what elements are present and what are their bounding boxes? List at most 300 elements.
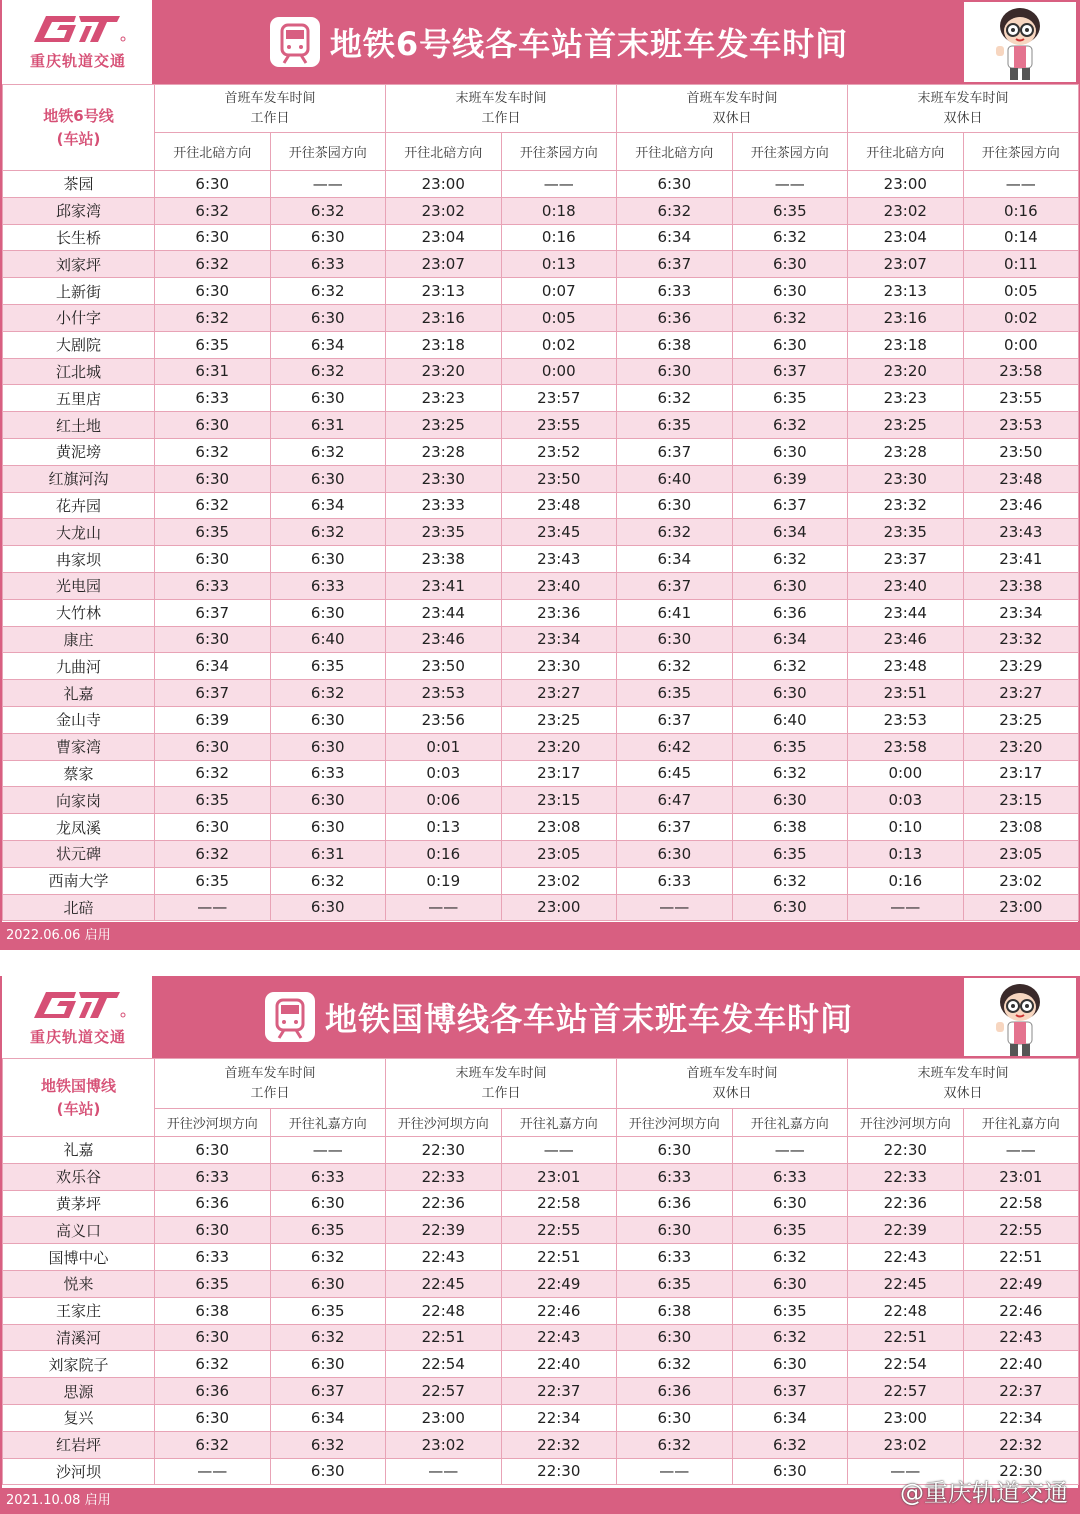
direction-header: 开往北碚方向 xyxy=(617,133,733,171)
departure-time: 23:48 xyxy=(848,653,964,680)
departure-time: 0:13 xyxy=(501,251,617,278)
table-row xyxy=(3,438,1079,465)
departure-time: 6:34 xyxy=(270,331,386,358)
station-head-line: 地铁6号线 (车站) xyxy=(43,106,114,148)
departure-time: 6:35 xyxy=(617,1270,733,1297)
page-title: 地铁国博线各车站首末班车发车时间 xyxy=(324,1000,853,1038)
station-name: 黄茅坪 xyxy=(3,1190,155,1217)
group-header xyxy=(848,85,1079,133)
departure-time: 6:32 xyxy=(270,358,386,385)
departure-time: 23:36 xyxy=(501,599,617,626)
departure-time: 22:43 xyxy=(386,1244,502,1271)
table-row xyxy=(3,599,1079,626)
departure-time: 23:35 xyxy=(386,519,502,546)
departure-time: 6:35 xyxy=(155,519,271,546)
departure-time: 6:32 xyxy=(732,760,848,787)
station-name: 上新街 xyxy=(3,278,155,305)
departure-time: 22:58 xyxy=(963,1190,1079,1217)
departure-time: —— xyxy=(963,171,1079,198)
departure-time: 23:45 xyxy=(501,519,617,546)
departure-time: 6:41 xyxy=(617,599,733,626)
departure-time: 6:39 xyxy=(732,465,848,492)
departure-time: 23:02 xyxy=(963,867,1079,894)
departure-time: 23:27 xyxy=(963,680,1079,707)
train-icon xyxy=(263,990,317,1044)
table-row xyxy=(3,251,1079,278)
page-title: 地铁6号线各车站首末班车发车时间 xyxy=(329,25,849,63)
departure-time: 6:32 xyxy=(155,760,271,787)
group-sub: 工作日 xyxy=(481,1085,521,1101)
departure-time: 23:46 xyxy=(963,492,1079,519)
departure-time: 23:55 xyxy=(501,412,617,439)
group-title: 末班车发车时间 xyxy=(455,1065,547,1081)
departure-time: 0:00 xyxy=(963,331,1079,358)
departure-time: 6:31 xyxy=(270,840,386,867)
departure-time: 23:08 xyxy=(963,814,1079,841)
departure-time: 22:37 xyxy=(963,1378,1079,1405)
station-name: 礼嘉 xyxy=(3,680,155,707)
departure-time: 6:32 xyxy=(617,1431,733,1458)
departure-time: 6:40 xyxy=(270,626,386,653)
station-name: 九曲河 xyxy=(3,653,155,680)
mascot xyxy=(964,978,1076,1056)
departure-time: 22:45 xyxy=(386,1270,502,1297)
departure-time: 6:33 xyxy=(617,1163,733,1190)
departure-time: 23:46 xyxy=(386,626,502,653)
table-row xyxy=(3,224,1079,251)
departure-time: 23:00 xyxy=(963,894,1079,921)
departure-time: 22:58 xyxy=(501,1190,617,1217)
departure-time: 6:30 xyxy=(155,733,271,760)
departure-time: 22:55 xyxy=(963,1217,1079,1244)
departure-time: 6:32 xyxy=(732,653,848,680)
departure-time: 23:25 xyxy=(848,412,964,439)
departure-time: 6:35 xyxy=(155,787,271,814)
departure-time: 6:37 xyxy=(732,358,848,385)
table-row xyxy=(3,304,1079,331)
departure-time: 23:00 xyxy=(848,1404,964,1431)
departure-time: 23:25 xyxy=(963,706,1079,733)
departure-time: 6:33 xyxy=(617,278,733,305)
departure-time: 22:33 xyxy=(848,1163,964,1190)
departure-time: 22:30 xyxy=(386,1137,502,1164)
departure-time: 6:32 xyxy=(732,304,848,331)
departure-time: 6:35 xyxy=(617,680,733,707)
table-row xyxy=(3,840,1079,867)
departure-time: 6:30 xyxy=(155,278,271,305)
logo-text: 重庆轨道交通 xyxy=(29,52,126,70)
departure-time: 0:05 xyxy=(501,304,617,331)
departure-time: 22:39 xyxy=(386,1217,502,1244)
direction-header: 开往北碚方向 xyxy=(155,133,271,171)
departure-time: 6:35 xyxy=(732,197,848,224)
departure-time: 0:00 xyxy=(501,358,617,385)
departure-time: 6:35 xyxy=(270,653,386,680)
group-sub: 双休日 xyxy=(943,110,983,126)
table-row xyxy=(3,519,1079,546)
departure-time: 6:32 xyxy=(270,867,386,894)
departure-time: 0:16 xyxy=(963,197,1079,224)
mascot xyxy=(964,2,1076,82)
departure-time: 23:57 xyxy=(501,385,617,412)
station-name: 西南大学 xyxy=(3,867,155,894)
departure-time: 6:38 xyxy=(617,1297,733,1324)
departure-time: 6:32 xyxy=(732,1324,848,1351)
departure-time: 0:00 xyxy=(848,760,964,787)
group-title: 首班车发车时间 xyxy=(224,1065,316,1081)
departure-time: 6:32 xyxy=(732,867,848,894)
group-sub: 双休日 xyxy=(943,1085,983,1101)
departure-time: 6:30 xyxy=(270,1351,386,1378)
direction-header: 开往茶园方向 xyxy=(501,133,617,171)
direction-header: 开往礼嘉方向 xyxy=(501,1109,617,1137)
table-row xyxy=(3,358,1079,385)
departure-time: 6:35 xyxy=(732,1217,848,1244)
departure-time: 0:16 xyxy=(848,867,964,894)
group-title: 末班车发车时间 xyxy=(455,90,547,106)
departure-time: 6:33 xyxy=(270,572,386,599)
departure-time: 23:43 xyxy=(501,546,617,573)
departure-time: 22:54 xyxy=(848,1351,964,1378)
departure-time: 6:30 xyxy=(732,1190,848,1217)
direction-header: 开往礼嘉方向 xyxy=(270,1109,386,1137)
departure-time: 22:51 xyxy=(386,1324,502,1351)
departure-time: 6:36 xyxy=(732,599,848,626)
departure-time: 0:05 xyxy=(963,278,1079,305)
logo xyxy=(2,976,154,1058)
departure-time: 6:30 xyxy=(732,251,848,278)
departure-time: 23:16 xyxy=(848,304,964,331)
table-row xyxy=(3,787,1079,814)
departure-time: 6:37 xyxy=(617,438,733,465)
departure-time: 6:32 xyxy=(617,385,733,412)
station-head-line: 地铁国博线 (车站) xyxy=(40,1076,116,1118)
departure-time: 6:34 xyxy=(270,492,386,519)
table-row xyxy=(3,706,1079,733)
departure-time: 6:37 xyxy=(732,492,848,519)
departure-time: 23:32 xyxy=(963,626,1079,653)
departure-time: 6:34 xyxy=(732,626,848,653)
departure-time: 6:33 xyxy=(732,1163,848,1190)
direction-header: 开往北碚方向 xyxy=(386,133,502,171)
departure-time: 6:32 xyxy=(732,1244,848,1271)
station-name: 红岩坪 xyxy=(3,1431,155,1458)
departure-time: 23:20 xyxy=(848,358,964,385)
table-row xyxy=(3,492,1079,519)
departure-time: 0:16 xyxy=(501,224,617,251)
departure-time: —— xyxy=(501,171,617,198)
departure-time: 23:07 xyxy=(848,251,964,278)
station-name: 曹家湾 xyxy=(3,733,155,760)
effective-date: 2022.06.06 启用 xyxy=(2,922,1078,950)
departure-time: 22:33 xyxy=(386,1163,502,1190)
departure-time: 22:57 xyxy=(848,1378,964,1405)
station-name: 向家岗 xyxy=(3,787,155,814)
departure-time: 23:50 xyxy=(501,465,617,492)
direction-header: 开往沙河坝方向 xyxy=(617,1109,733,1137)
table-row xyxy=(3,171,1079,198)
group-title: 末班车发车时间 xyxy=(917,90,1009,106)
departure-time: 6:30 xyxy=(155,1137,271,1164)
departure-time: 6:30 xyxy=(732,1351,848,1378)
station-name: 国博中心 xyxy=(3,1244,155,1271)
departure-time: 22:34 xyxy=(963,1404,1079,1431)
departure-time: 6:37 xyxy=(155,599,271,626)
table-row xyxy=(3,412,1079,439)
departure-time: 23:18 xyxy=(848,331,964,358)
station-name: 茶园 xyxy=(3,171,155,198)
departure-time: 6:37 xyxy=(617,572,733,599)
departure-time: 6:34 xyxy=(732,519,848,546)
departure-time: 6:32 xyxy=(732,412,848,439)
departure-time: 23:50 xyxy=(963,438,1079,465)
departure-time: 23:32 xyxy=(848,492,964,519)
departure-time: 6:33 xyxy=(270,251,386,278)
group-sub: 双休日 xyxy=(712,110,752,126)
departure-time: 6:47 xyxy=(617,787,733,814)
departure-time: 6:33 xyxy=(617,1244,733,1271)
departure-time: 6:30 xyxy=(732,438,848,465)
table-row xyxy=(3,1404,1079,1431)
station-name: 五里店 xyxy=(3,385,155,412)
departure-time: 6:30 xyxy=(270,1270,386,1297)
departure-time: —— xyxy=(386,1458,502,1485)
departure-time: 6:32 xyxy=(155,304,271,331)
departure-time: 23:20 xyxy=(963,733,1079,760)
departure-time: 23:16 xyxy=(386,304,502,331)
station-name: 小什字 xyxy=(3,304,155,331)
departure-time: —— xyxy=(270,1137,386,1164)
mascot-icon xyxy=(988,982,1052,1058)
departure-time: 23:23 xyxy=(386,385,502,412)
departure-time: 6:38 xyxy=(732,814,848,841)
table-row xyxy=(3,894,1079,921)
station-name: 红旗河沟 xyxy=(3,465,155,492)
table-row xyxy=(3,1270,1079,1297)
departure-time: 6:33 xyxy=(270,1163,386,1190)
departure-time: 22:32 xyxy=(963,1431,1079,1458)
departure-time: 22:39 xyxy=(848,1217,964,1244)
departure-time: 0:14 xyxy=(963,224,1079,251)
departure-time: —— xyxy=(155,894,271,921)
departure-time: 23:00 xyxy=(386,171,502,198)
departure-time: 6:30 xyxy=(617,1137,733,1164)
departure-time: 6:32 xyxy=(732,224,848,251)
direction-header: 开往沙河坝方向 xyxy=(155,1109,271,1137)
departure-time: 6:35 xyxy=(270,1217,386,1244)
station-name: 黄泥塝 xyxy=(3,438,155,465)
table-row xyxy=(3,1378,1079,1405)
departure-time: 6:30 xyxy=(155,224,271,251)
cqrt-logo-icon xyxy=(24,12,132,46)
table-row xyxy=(3,546,1079,573)
departure-time: 23:17 xyxy=(963,760,1079,787)
departure-time: 22:45 xyxy=(848,1270,964,1297)
station-name: 状元碑 xyxy=(3,840,155,867)
departure-time: 6:32 xyxy=(270,278,386,305)
departure-time: 23:34 xyxy=(963,599,1079,626)
departure-time: 6:30 xyxy=(270,465,386,492)
departure-time: 6:42 xyxy=(617,733,733,760)
direction-header: 开往沙河坝方向 xyxy=(848,1109,964,1137)
departure-time: 23:53 xyxy=(386,680,502,707)
departure-time: 6:30 xyxy=(155,1217,271,1244)
departure-time: —— xyxy=(386,894,502,921)
departure-time: 22:36 xyxy=(386,1190,502,1217)
station-name: 悦来 xyxy=(3,1270,155,1297)
departure-time: 6:32 xyxy=(270,680,386,707)
station-name: 邱家湾 xyxy=(3,197,155,224)
departure-time: 23:00 xyxy=(501,894,617,921)
departure-time: 6:32 xyxy=(617,519,733,546)
departure-time: 22:55 xyxy=(501,1217,617,1244)
departure-time: 6:30 xyxy=(617,1324,733,1351)
departure-time: 6:32 xyxy=(617,197,733,224)
departure-time: 22:57 xyxy=(386,1378,502,1405)
departure-time: 23:52 xyxy=(501,438,617,465)
departure-time: 6:30 xyxy=(732,1270,848,1297)
table-row xyxy=(3,1190,1079,1217)
station-column-header xyxy=(3,85,155,171)
departure-time: 6:30 xyxy=(270,894,386,921)
departure-time: 6:32 xyxy=(732,546,848,573)
departure-time: 0:01 xyxy=(386,733,502,760)
departure-time: 23:46 xyxy=(848,626,964,653)
departure-time: —— xyxy=(501,1137,617,1164)
station-column-header xyxy=(3,1059,155,1137)
departure-time: 6:32 xyxy=(155,492,271,519)
departure-time: 6:30 xyxy=(732,1458,848,1485)
table-row xyxy=(3,572,1079,599)
direction-header: 开往北碚方向 xyxy=(848,133,964,171)
departure-time: 23:02 xyxy=(386,197,502,224)
departure-time: 23:15 xyxy=(963,787,1079,814)
cqrt-logo-icon xyxy=(24,988,132,1022)
departure-time: 6:32 xyxy=(270,1324,386,1351)
direction-header: 开往礼嘉方向 xyxy=(963,1109,1079,1137)
departure-time: 6:30 xyxy=(270,385,386,412)
group-title: 末班车发车时间 xyxy=(917,1065,1009,1081)
departure-time: 23:01 xyxy=(963,1163,1079,1190)
departure-time: 6:37 xyxy=(617,706,733,733)
departure-time: —— xyxy=(155,1458,271,1485)
departure-time: 23:48 xyxy=(501,492,617,519)
table-row xyxy=(3,385,1079,412)
departure-time: 22:43 xyxy=(963,1324,1079,1351)
departure-time: 6:30 xyxy=(155,465,271,492)
departure-time: —— xyxy=(732,1137,848,1164)
departure-time: 6:30 xyxy=(270,814,386,841)
station-name: 花卉园 xyxy=(3,492,155,519)
departure-time: 6:30 xyxy=(155,814,271,841)
departure-time: 6:35 xyxy=(155,867,271,894)
departure-time: 6:30 xyxy=(617,1404,733,1431)
guobo-line-timetable xyxy=(0,976,1080,1514)
departure-time: 6:34 xyxy=(617,224,733,251)
table-row xyxy=(3,653,1079,680)
table-row xyxy=(3,1324,1079,1351)
departure-time: 23:38 xyxy=(386,546,502,573)
departure-time: 23:15 xyxy=(501,787,617,814)
departure-time: 6:30 xyxy=(732,680,848,707)
departure-time: 6:30 xyxy=(155,1404,271,1431)
departure-time: 23:41 xyxy=(963,546,1079,573)
departure-time: 23:02 xyxy=(386,1431,502,1458)
departure-time: 6:30 xyxy=(617,626,733,653)
departure-time: 6:30 xyxy=(270,787,386,814)
departure-time: 23:44 xyxy=(848,599,964,626)
group-sub: 工作日 xyxy=(481,110,521,126)
departure-time: 6:34 xyxy=(617,546,733,573)
departure-time: 22:51 xyxy=(963,1244,1079,1271)
departure-time: 6:33 xyxy=(155,385,271,412)
station-name: 康庄 xyxy=(3,626,155,653)
group-title: 首班车发车时间 xyxy=(686,1065,778,1081)
departure-time: 0:13 xyxy=(848,840,964,867)
direction-header: 开往茶园方向 xyxy=(732,133,848,171)
group-header xyxy=(155,1059,386,1109)
direction-header: 开往茶园方向 xyxy=(963,133,1079,171)
departure-time: 0:18 xyxy=(501,197,617,224)
departure-time: 23:05 xyxy=(963,840,1079,867)
station-name: 思源 xyxy=(3,1378,155,1405)
departure-time: 6:35 xyxy=(155,1270,271,1297)
departure-time: 22:30 xyxy=(848,1137,964,1164)
departure-time: 6:32 xyxy=(270,1244,386,1271)
departure-time: 23:40 xyxy=(848,572,964,599)
departure-time: 6:35 xyxy=(155,331,271,358)
departure-time: 22:43 xyxy=(501,1324,617,1351)
departure-time: 6:32 xyxy=(617,653,733,680)
group-header xyxy=(617,1059,848,1109)
departure-time: 6:36 xyxy=(617,304,733,331)
departure-time: 6:45 xyxy=(617,760,733,787)
departure-time: 6:30 xyxy=(155,626,271,653)
departure-time: 23:25 xyxy=(501,706,617,733)
departure-time: 6:30 xyxy=(270,706,386,733)
departure-time: 6:37 xyxy=(270,1378,386,1405)
mascot-icon xyxy=(988,6,1052,82)
departure-time: 23:04 xyxy=(386,224,502,251)
departure-time: 6:34 xyxy=(270,1404,386,1431)
station-name: 沙河坝 xyxy=(3,1458,155,1485)
station-name: 金山寺 xyxy=(3,706,155,733)
departure-time: 6:30 xyxy=(732,331,848,358)
table-row xyxy=(3,331,1079,358)
departure-time: 23:02 xyxy=(848,197,964,224)
departure-time: 6:31 xyxy=(270,412,386,439)
departure-time: 0:11 xyxy=(963,251,1079,278)
departure-time: 6:30 xyxy=(617,171,733,198)
departure-time: 23:58 xyxy=(963,358,1079,385)
departure-time: 23:00 xyxy=(386,1404,502,1431)
departure-time: 22:48 xyxy=(848,1297,964,1324)
departure-time: 23:56 xyxy=(386,706,502,733)
departure-time: 6:35 xyxy=(732,840,848,867)
departure-time: —— xyxy=(848,894,964,921)
departure-time: 23:20 xyxy=(386,358,502,385)
group-title: 首班车发车时间 xyxy=(224,90,316,106)
table-row xyxy=(3,680,1079,707)
departure-time: 22:40 xyxy=(963,1351,1079,1378)
departure-time: 22:49 xyxy=(963,1270,1079,1297)
departure-time: 22:37 xyxy=(501,1378,617,1405)
group-header xyxy=(155,85,386,133)
departure-time: 6:35 xyxy=(732,385,848,412)
departure-time: 23:53 xyxy=(848,706,964,733)
station-name: 长生桥 xyxy=(3,224,155,251)
guobo-header xyxy=(2,976,1078,1058)
